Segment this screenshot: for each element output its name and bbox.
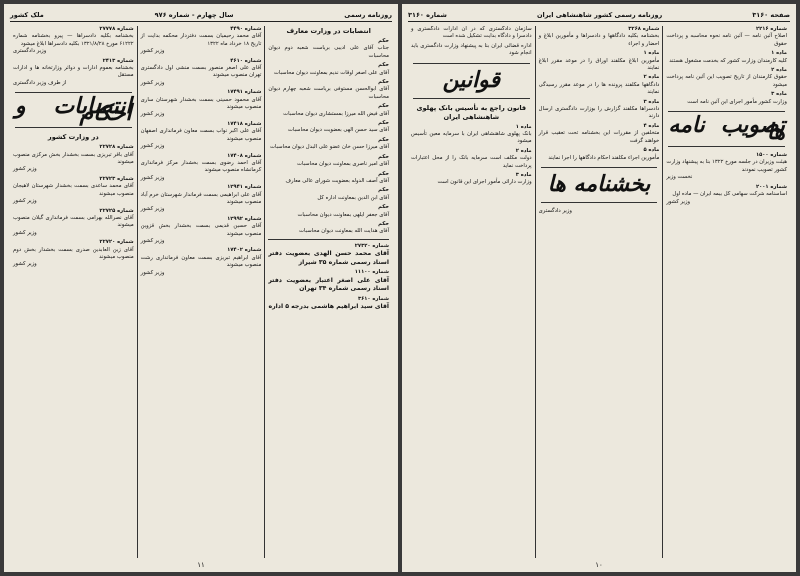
list-item	[268, 171, 389, 186]
entry-number: ماده ۲	[515, 147, 532, 154]
entry-number: ماده ۲	[771, 67, 787, 74]
signature: وزیر کشور	[140, 48, 165, 55]
list-item	[13, 144, 134, 174]
entry-number: شماره ۳۲۶۸	[628, 26, 660, 32]
entry-text: آقای علی اصغر اوقات ندیم بمعاونت دیوان محاسبات	[273, 69, 389, 76]
column-title: انتصابات در وزارت معارف	[286, 27, 371, 35]
entry-text: آقای جعفر ایلهی بمعاونت دیوان محاسبات	[297, 211, 389, 218]
signature: وزیر کشور	[12, 229, 37, 236]
list-item	[268, 62, 389, 77]
signature: نخست وزیر	[666, 174, 693, 181]
entry-text: بخشنامه بکلیه دادسراها — پیرو بخشنامه شماره ۶۱۲۲۲ مورخ ۱۳۲۱/۸/۲۸ بکلیه دادسراها ابلاغ میشود	[12, 33, 134, 47]
entry-text: آقای محمد حسن الهدی بعضویت دفتر اسناد رسمی شماره ۳۵ شیراز	[268, 250, 389, 266]
right-header-right: صفحه ۳۱۶۰	[752, 10, 790, 19]
section-subtitle: در وزارت کشور	[47, 133, 99, 142]
entry-text: اصلاح آئین نامه — آئین نامه نحوه محاسبه و پرداخت حقوق	[666, 33, 787, 47]
entry-text: بخشنامه بعموم ادارات و دوائر وزارتخانه ها و ادارات مستقل	[12, 65, 134, 79]
entry-text: آقای نصرالله بهرامی بسمت فرمانداری گیلان منصوب میشوند	[12, 214, 134, 229]
entry-number: شماره ۱۱۱۰۰	[354, 269, 389, 276]
right-column-2	[536, 26, 664, 558]
list-item	[268, 187, 389, 202]
signature: وزیر کشور	[140, 269, 165, 276]
entry-text: آقای علی اصغر اعتبار بعضویت دفتر اسناد رسمی شماره ۳۴ تهران	[268, 276, 389, 293]
entry-number: حکم	[378, 220, 389, 227]
left-header-center: سال چهارم - شماره ۹۷۶	[154, 10, 234, 19]
list-item	[268, 154, 389, 169]
entry-text: آقای سید ابراهیم هاشمی بدرجه ۵ اداره	[268, 302, 389, 310]
list-item	[268, 221, 389, 236]
entry-number: شماره ۲۷۳۲۰	[354, 242, 389, 249]
entry-number: ماده ۱	[515, 123, 532, 130]
list-item	[411, 26, 532, 41]
list-item	[539, 74, 660, 96]
entry-number: حکم	[378, 62, 389, 69]
entry-number: حکم	[378, 103, 389, 110]
entry-text: حقوق کارمندان از تاریخ تصویب این آئین نامه پرداخت میشود	[666, 74, 787, 88]
entry-text: دادسراها مکلفند گزارش را بوزارت دادگستری ارسال دارند	[538, 106, 660, 120]
entry-number: شماره ۱۵۰۰	[755, 152, 787, 159]
signature: وزیر کشور	[140, 206, 165, 213]
left-page-header	[10, 8, 392, 22]
list-item	[141, 89, 262, 119]
entry-number: شماره ۲۲۷۲۳	[99, 175, 134, 182]
entry-text: آقای علی ابراهیمی بسمت فرماندار شهرستان خرم آباد منصوب میشوند	[140, 191, 262, 205]
left-page	[4, 4, 398, 572]
entry-number: شماره ۲۲۷۲۰	[99, 239, 134, 246]
entry-text: وزارت دارائی مأمور اجرای این قانون است	[437, 179, 532, 186]
list-item	[666, 50, 787, 65]
list-item	[268, 38, 389, 60]
entry-number: حکم	[378, 136, 389, 143]
entry-text: آقای علی اصغر منصور بسمت منشی اول دادگستری تهران منصوب میشوند	[140, 65, 262, 79]
list-item	[539, 123, 660, 145]
entry-number: حکم	[378, 153, 389, 160]
entry-text: آقای علی اکبر نواب بسمت معاون فرمانداری اصفهان منصوب میشوند	[140, 128, 262, 142]
list-item	[141, 247, 262, 277]
entry-number: حکم	[378, 170, 389, 177]
signature: وزیر کشور	[140, 111, 165, 118]
entry-number: ماده ۱	[771, 50, 787, 57]
entry-number: شماره ۱۷۴۰۸	[227, 152, 262, 159]
list-item	[141, 184, 262, 214]
entry-number: حکم	[378, 204, 389, 211]
list-item	[411, 43, 532, 58]
entry-text: آقای محمد ساعدی بسمت بخشدار شهرستان لاهیجان منصوب میشوند	[12, 183, 134, 197]
list-item	[411, 124, 532, 146]
right-columns	[408, 26, 790, 558]
entry-text: متخلفین از مقررات این بخشنامه تحت تعقیب قرار خواهند گرفت	[538, 130, 660, 144]
left-column-1	[265, 26, 392, 558]
signature: وزیر کشور	[12, 261, 37, 268]
list-item	[666, 26, 787, 48]
entry-text: اداره قضائی ایران بنا به پیشنهاد وزارت دادگستری باید انجام شود	[410, 42, 532, 57]
list-item	[141, 26, 262, 56]
entry-text: مأمورین اجراء مکلفند احکام دادگاهها را اجرا نمایند	[548, 154, 660, 161]
entry-text: آقای هدایت الله بمعاونت دیوان محاسبات	[299, 228, 389, 235]
entry-text: بخشنامه بکلیه دادگاهها و دادسراها و مأمورین ابلاغ و احضار و اجراء	[538, 33, 660, 47]
entry-number: شماره ۲۲۷۲۸	[99, 144, 134, 151]
entry-number: شماره ۱۲۹۴۱	[227, 184, 262, 191]
list-item	[666, 67, 787, 89]
entry-text: دولت مکلف است سرمایه بانک را از محل اعتبارات پرداخت نماید	[410, 155, 532, 169]
list-item	[666, 184, 787, 206]
entry-number: ماده ۳	[643, 98, 660, 105]
entry-number: ماده ۲	[643, 74, 660, 81]
entry-text: آقای حسین قدیمی بسمت بخشدار بخش قزوین منصوب میشوند	[140, 223, 262, 237]
list-item	[13, 58, 134, 88]
left-column-3	[10, 26, 138, 558]
page-number: ۱۰	[595, 561, 603, 569]
entry-number: ماده ۳	[515, 172, 532, 179]
list-item	[411, 148, 532, 170]
entry-text: آقای میرزا حسن خان عضو علی البدل دیوان محاسبات	[269, 144, 389, 151]
entry-number: حکم	[378, 38, 389, 44]
signature-block	[539, 208, 660, 215]
entry-number: شماره ۳۶۱۰	[357, 295, 389, 302]
left-header-right: روزنامه رسمی	[344, 10, 392, 19]
list-item	[411, 172, 532, 187]
list-item	[539, 50, 660, 72]
newspaper-spread	[4, 4, 796, 572]
right-header-center: روزنامه رسمی کشور شاهنشاهی ایران	[536, 10, 663, 19]
left-column-2	[138, 26, 266, 558]
list-item	[13, 208, 134, 238]
list-item	[13, 176, 134, 206]
signature: وزیر کشور	[12, 198, 37, 205]
entry-text: هیئت وزیران در جلسه مورخ ۱۳۲۲ بنا به پیشنهاد وزارت کشور تصویب نمودند	[666, 159, 787, 173]
list-item	[666, 91, 787, 106]
right-page	[402, 4, 796, 572]
entry-text: آقای احمد رضوی بسمت بخشدار مرکز فرمانداری کرمانشاه منصوب میشوند	[140, 159, 262, 174]
entry-number: شماره ۲۲۷۲۵	[99, 207, 134, 214]
column-rule	[268, 239, 389, 240]
right-column-1	[663, 26, 790, 558]
list-item	[141, 121, 262, 151]
right-column-3	[408, 26, 536, 558]
entry-text: آقای محمود حسینی بسمت بخشدار شهرستان ساری منصوب میشوند	[140, 96, 262, 111]
entry-number: شماره ۱۷۴۰۲	[227, 247, 262, 254]
list-item	[539, 26, 660, 48]
page-number: ۱۱	[197, 561, 205, 569]
list-item	[141, 58, 262, 88]
entry-text: آقای باقر تبریزی بسمت بخشدار بخش مرکزی منصوب میشوند	[12, 151, 134, 166]
entry-text: کلیه کارمندان وزارت کشور که بخدمت مشغول هستند	[669, 57, 787, 64]
signature: وزیر کشور	[140, 237, 165, 244]
entry-text: آقای زین العابدین صدری بسمت بخشدار بخش دوم منصوب میشوند	[12, 246, 134, 260]
signature: وزیر دادگستری	[538, 207, 572, 214]
entry-number: ماده ۴	[643, 122, 660, 129]
right-header-left: شماره ۳۱۶۰	[408, 10, 447, 19]
entry-number: ماده ۱	[643, 50, 660, 57]
list-item	[268, 243, 389, 267]
section-banner: انتصابات و احکام	[14, 92, 132, 127]
entry-number: شماره ۲۰۰۱	[755, 183, 787, 190]
list-item	[268, 269, 389, 293]
left-columns	[10, 26, 392, 558]
entry-text: وزارت کشور مأمور اجرای این آئین نامه است	[687, 98, 787, 105]
entry-text: سازمان دادگستری که در آن ادارات دادگستری و دادسرا و دادگاه بدایت تشکیل شده است	[410, 26, 532, 40]
left-header-left: ملک کشور	[10, 10, 44, 19]
section-subtitle: قانون راجع به تأسیس بانک پهلوی شاهنشاهی ایران	[416, 103, 527, 121]
entry-number: شماره ۱۷۴۹۱	[227, 89, 262, 96]
entry-number: شماره ۱۷۴۱۸	[227, 120, 262, 127]
signature: وزیر کشور	[12, 166, 37, 173]
section-banner: بخشنامه ها	[541, 167, 658, 203]
list-item	[268, 120, 389, 135]
entry-number: شماره ۲۷۷۷۸	[99, 26, 134, 32]
list-item	[539, 147, 660, 162]
signature: وزیر کشور	[666, 198, 691, 205]
list-item	[13, 26, 134, 56]
entry-text: آقای آصف الدوله بعضویت شورای عالی معارف	[285, 177, 389, 184]
entry-text: اساسنامه شرکت سهامی کل بیمه ایران — ماده اول	[672, 191, 787, 198]
entry-number: شماره ۲۴۱۳	[102, 57, 134, 64]
entry-number: حکم	[378, 120, 389, 127]
entry-number: شماره ۱۲۹۹۲	[227, 215, 262, 222]
list-item	[141, 153, 262, 183]
section-banner: قوانین	[413, 63, 530, 99]
signature: وزیر کشور	[140, 143, 165, 150]
list-item	[539, 99, 660, 121]
section-banner: تصویب نامه ها	[668, 111, 785, 146]
entry-text: آقای ابن الدین بمعاونت اداره کل	[317, 194, 389, 201]
list-item	[268, 103, 389, 118]
entry-number: شماره ۲۲۱۶	[755, 26, 787, 32]
entry-text: آقای فیض الله میرزا بمستشاری دیوان محاسبات	[283, 110, 389, 117]
entry-text: مأمورین ابلاغ مکلفند اوراق را در موعد مقرر ابلاغ نمایند	[538, 57, 660, 72]
entry-text: آقای امیر ناصری بمعاونت دیوان محاسبات	[296, 161, 389, 168]
list-item	[268, 204, 389, 219]
list-item	[268, 137, 389, 152]
entry-text: آقای ابراهیم تبریزی بسمت معاون فرمانداری رشت منصوب میشوند	[140, 254, 262, 269]
list-item	[666, 152, 787, 182]
signature: وزیر کشور	[140, 174, 165, 181]
entry-number: حکم	[378, 187, 389, 194]
list-item	[268, 296, 389, 312]
entry-text: جناب آقای علی ادیبی بریاست شعبه دوم دیوان محاسبات	[268, 45, 389, 59]
entry-number: ماده ۳	[771, 91, 787, 98]
list-item	[13, 239, 134, 269]
entry-number: ماده ۵	[643, 147, 660, 154]
signature: وزیر دادگستری	[12, 48, 47, 55]
entry-number: شماره ۴۴۹۰	[230, 26, 262, 32]
entry-text: بانک پهلوی شاهنشاهی ایران با سرمایه معین تأسیس میشود	[410, 131, 532, 145]
entry-text: آقای محمد رحیمیان بسمت دفتردار محکمه بدایت از تاریخ ۱۸ خرداد ماه ۱۳۲۲	[140, 33, 262, 47]
list-item	[268, 79, 389, 101]
signature: از طرف وزیر دادگستری	[12, 79, 67, 86]
entry-text: آقای ابوالحسن مستوفی بریاست شعبه چهارم دیوان محاسبات	[268, 86, 389, 100]
entry-text: آقای سید حسن الهی بعضویت دیوان محاسبات	[287, 127, 389, 134]
list-item	[141, 216, 262, 246]
signature: وزیر کشور	[140, 79, 165, 86]
entry-number: حکم	[378, 79, 389, 86]
entry-number: شماره ۴۶۱۰	[230, 57, 262, 64]
entry-text: دادگاهها مکلفند پرونده ها را در موعد مقرر رسیدگی نمایند	[538, 81, 660, 96]
right-page-header	[408, 8, 790, 22]
